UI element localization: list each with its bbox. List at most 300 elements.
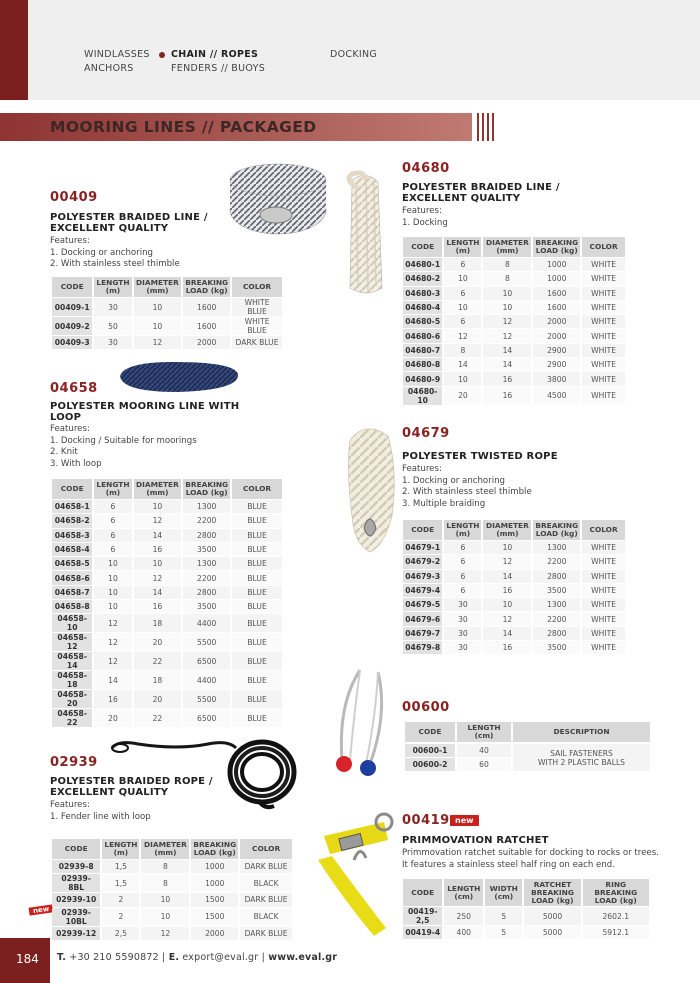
- table-cell: BLUE: [232, 571, 284, 584]
- table-cell: 3500: [533, 641, 582, 654]
- col-header: RING BREAKING LOAD (kg): [583, 879, 651, 906]
- feature-line: 1. Docking: [402, 217, 448, 228]
- table-cell: 40: [457, 744, 511, 757]
- table-cell: 00600-1: [405, 744, 455, 757]
- col-header: DIAMETER (mm): [134, 277, 184, 297]
- product-code-cell: 04680-10: [403, 387, 444, 405]
- table-cell: 2000: [191, 927, 240, 940]
- table-cell: WHITE: [582, 358, 627, 371]
- table-cell: WHITE BLUE: [232, 298, 284, 316]
- table-cell: WHITE: [582, 287, 627, 300]
- product-code-cell: 04658-6: [52, 571, 94, 584]
- table-cell: 16: [483, 372, 533, 385]
- table-cell: 8: [141, 874, 191, 892]
- table-cell: 6: [444, 584, 483, 597]
- product-name-04658: [50, 401, 239, 423]
- table-cell: 18: [134, 614, 184, 632]
- table-row: [52, 671, 284, 689]
- table-cell: 2800: [183, 529, 232, 542]
- table-cell: WHITE: [582, 344, 627, 357]
- table-row: [403, 329, 627, 342]
- col-header: BREAKING LOAD (kg): [533, 237, 582, 257]
- table-cell: WHITE: [582, 372, 627, 385]
- table-row: [52, 514, 284, 527]
- table-row: [403, 258, 627, 271]
- col-header: BREAKING LOAD (kg): [183, 479, 232, 499]
- table-cell: 20: [134, 633, 184, 651]
- rope-coil-image-00409: [226, 160, 330, 238]
- table-cell: 10: [483, 301, 533, 314]
- table-cell: 5500: [183, 690, 232, 708]
- feature-line: Features:: [50, 424, 90, 434]
- table-cell: 6: [444, 258, 483, 271]
- product-code-cell: 04658-3: [52, 529, 94, 542]
- table-cell: 3500: [533, 584, 582, 597]
- phone-number[interactable]: +30 210 5590872: [69, 952, 159, 963]
- table-cell: 00600-2: [405, 758, 455, 771]
- product-name-02939: [50, 776, 213, 798]
- table-cell: 12: [134, 571, 184, 584]
- features-00409: [50, 236, 180, 271]
- product-name-04679: [402, 451, 558, 462]
- rope-coil-image-04658: [114, 358, 242, 398]
- table-cell: DARK BLUE: [232, 336, 284, 349]
- table-cell: WHITE: [582, 541, 627, 554]
- table-cell: 6: [444, 541, 483, 554]
- product-code-cell: 04680-7: [403, 344, 444, 357]
- table-cell: 5500: [183, 633, 232, 651]
- table-row: [52, 600, 284, 613]
- table-cell: 10: [483, 598, 533, 611]
- table-cell: WHITE BLUE: [232, 317, 284, 335]
- table-cell: 14: [483, 627, 533, 640]
- table-cell: 16: [94, 690, 133, 708]
- table-row: [52, 571, 284, 584]
- col-header: CODE: [52, 479, 94, 499]
- table-cell: BLUE: [232, 529, 284, 542]
- table-cell: 30: [444, 598, 483, 611]
- col-header: CODE: [403, 237, 444, 257]
- table-row: [52, 633, 284, 651]
- nav-windlasses[interactable]: WINDLASSES: [84, 49, 150, 60]
- header-color-band: [0, 0, 28, 100]
- table-cell: 22: [134, 709, 184, 727]
- product-code-cell: 04680-1: [403, 258, 444, 271]
- table-cell: 12: [134, 336, 184, 349]
- product-code-cell: 04658-10: [52, 614, 94, 632]
- separator: |: [162, 952, 166, 963]
- feature-line: 1. Docking / Suitable for moorings: [50, 435, 197, 446]
- col-header: DIAMETER (mm): [141, 839, 191, 859]
- table-cell: 1,5: [102, 874, 141, 892]
- feature-line: 1. Fender line with loop: [50, 811, 151, 822]
- table-cell: 10: [134, 500, 184, 513]
- product-code-cell: 00409-1: [52, 298, 94, 316]
- table-cell: 60: [457, 758, 511, 771]
- table-cell: 5912.1: [583, 926, 651, 939]
- table-cell: 10: [134, 298, 184, 316]
- table-cell: 6: [94, 543, 133, 556]
- table-cell: WHITE: [582, 570, 627, 583]
- table-cell: 10: [94, 586, 133, 599]
- table-cell: 3800: [533, 372, 582, 385]
- col-header: LENGTH (m): [444, 520, 483, 540]
- ratchet-strap-image-00419: [314, 810, 404, 940]
- product-code-cell: 04658-2: [52, 514, 94, 527]
- page-title: MOORING LINES // PACKAGED: [50, 118, 317, 136]
- table-cell: BLACK: [240, 908, 294, 926]
- table-cell: WHITE: [582, 272, 627, 285]
- col-header: LENGTH (m): [444, 237, 483, 257]
- product-code-cell: 00419-4: [403, 926, 444, 939]
- table-cell: BLUE: [232, 600, 284, 613]
- table-cell: WHITE: [582, 555, 627, 568]
- table-row: [52, 652, 284, 670]
- table-cell: 2,5: [102, 927, 141, 940]
- col-header: CODE: [52, 839, 102, 859]
- table-row: [403, 907, 651, 925]
- table-cell: 18: [134, 671, 184, 689]
- table-cell: 16: [483, 584, 533, 597]
- product-code-cell: 02939-8BL: [52, 874, 102, 892]
- table-cell: 10: [134, 317, 184, 335]
- table-row: [403, 584, 627, 597]
- table-cell: 10: [483, 541, 533, 554]
- product-code-cell: 02939-8: [52, 860, 102, 873]
- table-cell: 10: [134, 557, 184, 570]
- table-row: [52, 893, 294, 906]
- table-cell: 1600: [533, 301, 582, 314]
- table-row: [52, 543, 284, 556]
- table-row: [403, 387, 627, 405]
- table-row: [52, 927, 294, 940]
- table-cell: 10: [141, 908, 191, 926]
- product-name-line: EXCELLENT QUALITY: [50, 223, 169, 234]
- col-header: LENGTH (m): [102, 839, 141, 859]
- table-cell: BLUE: [232, 614, 284, 632]
- product-code-04679: 04679: [402, 426, 450, 441]
- table-cell: 2000: [533, 329, 582, 342]
- table-cell: WHITE: [582, 387, 627, 405]
- nav-fenders-buoys[interactable]: FENDERS // BUOYS: [171, 63, 266, 74]
- product-name-line: POLYESTER MOORING LINE WITH: [50, 401, 240, 412]
- table-cell: 1300: [533, 541, 582, 554]
- col-header: CODE: [403, 879, 444, 906]
- table-row: [52, 908, 294, 926]
- table-cell: 5000: [524, 926, 582, 939]
- table-cell: DARK BLUE: [240, 893, 294, 906]
- table-cell: BLUE: [232, 500, 284, 513]
- table-cell: 8: [141, 860, 191, 873]
- table-cell: 2200: [533, 555, 582, 568]
- feature-line: 1. Docking or anchoring: [50, 247, 154, 258]
- table-cell: 10: [444, 301, 483, 314]
- product-code-cell: 04680-3: [403, 287, 444, 300]
- table-cell: 12: [134, 514, 184, 527]
- product-code-cell: 00409-2: [52, 317, 94, 335]
- col-header: CODE: [403, 520, 444, 540]
- table-cell: BLUE: [232, 690, 284, 708]
- table-row: [52, 317, 284, 335]
- table-cell: BLUE: [232, 557, 284, 570]
- table-cell: 16: [134, 543, 184, 556]
- table-cell: DARK BLUE: [240, 927, 294, 940]
- footer-contact: [57, 952, 337, 963]
- table-cell: 2800: [533, 570, 582, 583]
- product-name-00409: [50, 212, 208, 234]
- col-header: LENGTH (cm): [457, 722, 511, 742]
- table-cell: 2200: [183, 571, 232, 584]
- table-row: [403, 598, 627, 611]
- rope-bundle-image-04679: [342, 420, 404, 556]
- table-cell: 50: [94, 317, 133, 335]
- features-00419: [402, 848, 659, 871]
- table-cell: WHITE: [582, 598, 627, 611]
- table-row: [403, 570, 627, 583]
- table-cell: 20: [134, 690, 184, 708]
- nav-active-dot: [159, 52, 165, 58]
- product-code-cell: 04679-5: [403, 598, 444, 611]
- description-line: WITH 2 PLASTIC BALLS: [537, 758, 626, 767]
- separator: |: [261, 952, 266, 963]
- table-cell: 6: [444, 287, 483, 300]
- table-cell: 6: [94, 514, 133, 527]
- product-code-00419: 00419: [402, 813, 450, 828]
- table-cell: BLUE: [232, 586, 284, 599]
- table-cell: 1500: [191, 893, 240, 906]
- table-cell: 20: [444, 387, 483, 405]
- table-row: [403, 555, 627, 568]
- table-row: [52, 874, 294, 892]
- table-cell: 8: [444, 344, 483, 357]
- features-04680: [402, 206, 448, 229]
- table-cell: 12: [483, 315, 533, 328]
- product-code-cell: 04680-8: [403, 358, 444, 371]
- table-cell-description: [513, 744, 650, 771]
- table-cell: BLUE: [232, 652, 284, 670]
- table-row: [403, 344, 627, 357]
- feature-line: It features a stainless steel half ring on each end.: [402, 859, 615, 870]
- table-cell: 1500: [191, 908, 240, 926]
- features-02939: [50, 800, 151, 823]
- table-row: [52, 557, 284, 570]
- table-cell: BLUE: [232, 709, 284, 727]
- spec-table-04658: [52, 478, 284, 728]
- table-cell: WHITE: [582, 301, 627, 314]
- product-code-cell: 04680-9: [403, 372, 444, 385]
- nav-chain-ropes[interactable]: CHAIN // ROPES: [171, 49, 259, 60]
- table-cell: WHITE: [582, 584, 627, 597]
- features-04658: [50, 424, 197, 470]
- table-row: [403, 372, 627, 385]
- table-cell: 12: [94, 633, 133, 651]
- table-cell: 4400: [183, 614, 232, 632]
- table-cell: 1000: [191, 860, 240, 873]
- feature-line: Primmovation ratchet suitable for docking to rocks or trees.: [402, 848, 659, 858]
- product-name-line: EXCELLENT QUALITY: [402, 193, 521, 204]
- table-cell: BLUE: [232, 633, 284, 651]
- col-header: LENGTH (cm): [444, 879, 485, 906]
- email-link[interactable]: export@eval.gr: [182, 952, 259, 963]
- table-cell: 10: [483, 287, 533, 300]
- nav-docking[interactable]: DOCKING: [330, 49, 378, 60]
- product-code-cell: 04680-5: [403, 315, 444, 328]
- table-cell: 2: [102, 893, 141, 906]
- product-code-00409: 00409: [50, 190, 98, 205]
- table-cell: 12: [483, 612, 533, 625]
- table-cell: 10: [141, 893, 191, 906]
- col-header: BREAKING LOAD (kg): [533, 520, 582, 540]
- table-cell: 1,5: [102, 860, 141, 873]
- product-code-cell: 04658-1: [52, 500, 94, 513]
- table-row: [403, 926, 651, 939]
- table-cell: 14: [134, 529, 184, 542]
- table-cell: 2000: [183, 336, 232, 349]
- product-name-line: POLYESTER BRAIDED LINE /: [402, 182, 560, 193]
- table-row: [52, 586, 284, 599]
- table-row: [403, 287, 627, 300]
- table-cell: 12: [94, 614, 133, 632]
- table-cell: WHITE: [582, 627, 627, 640]
- product-name-line: POLYESTER BRAIDED ROPE /: [50, 776, 213, 787]
- col-header: DIAMETER (mm): [483, 520, 533, 540]
- table-cell: 6500: [183, 709, 232, 727]
- table-cell: 10: [94, 557, 133, 570]
- table-cell: 6500: [183, 652, 232, 670]
- col-header: CODE: [52, 277, 94, 297]
- table-row: [52, 860, 294, 873]
- table-cell: 10: [94, 571, 133, 584]
- table-row: [52, 336, 284, 349]
- product-code-cell: 04680-4: [403, 301, 444, 314]
- table-cell: 2800: [533, 627, 582, 640]
- table-cell: 30: [444, 627, 483, 640]
- table-cell: 14: [483, 570, 533, 583]
- table-cell: WHITE: [582, 258, 627, 271]
- table-cell: 10: [444, 372, 483, 385]
- product-code-cell: 04679-6: [403, 612, 444, 625]
- product-code-cell: 04680-6: [403, 329, 444, 342]
- col-header: LENGTH (m): [94, 479, 133, 499]
- product-code-04658: 04658: [50, 381, 98, 396]
- table-cell: WHITE: [582, 329, 627, 342]
- website-link[interactable]: www.eval.gr: [268, 952, 338, 963]
- phone-label: T.: [57, 952, 67, 963]
- table-cell: 1300: [183, 557, 232, 570]
- table-cell: 14: [444, 358, 483, 371]
- product-code-cell: 04658-4: [52, 543, 94, 556]
- col-header: BREAKING LOAD (kg): [191, 839, 240, 859]
- table-cell: 5000: [524, 907, 582, 925]
- product-code-02939: 02939: [50, 755, 98, 770]
- col-header: BREAKING LOAD (kg): [183, 277, 232, 297]
- table-cell: BLACK: [240, 874, 294, 892]
- table-cell: 8: [483, 272, 533, 285]
- table-cell: 2900: [533, 344, 582, 357]
- table-cell: 12: [94, 652, 133, 670]
- table-cell: 1600: [533, 287, 582, 300]
- table-cell: 16: [483, 387, 533, 405]
- nav-anchors[interactable]: ANCHORS: [84, 63, 134, 74]
- description-line: SAIL FASTENERS: [550, 749, 613, 758]
- table-cell: 6: [444, 570, 483, 583]
- table-cell: 12: [483, 555, 533, 568]
- table-cell: WHITE: [582, 641, 627, 654]
- product-code-cell: 00419-2,5: [403, 907, 444, 925]
- table-row: [403, 612, 627, 625]
- product-name-line: LOOP: [50, 412, 82, 423]
- table-cell: WHITE: [582, 612, 627, 625]
- product-code-cell: 04680-2: [403, 272, 444, 285]
- product-name-line: POLYESTER BRAIDED LINE /: [50, 212, 208, 223]
- table-cell: 1000: [533, 272, 582, 285]
- table-cell: BLUE: [232, 543, 284, 556]
- new-badge-02939: new: [29, 904, 54, 915]
- spec-table-00419: [403, 878, 651, 940]
- col-header: COLOR: [240, 839, 294, 859]
- product-code-cell: 02939-12: [52, 927, 102, 940]
- table-cell: 12: [444, 329, 483, 342]
- table-cell: 16: [134, 600, 184, 613]
- table-cell: BLUE: [232, 514, 284, 527]
- spec-table-04679: [403, 519, 627, 655]
- table-cell: BLUE: [232, 671, 284, 689]
- table-row: [52, 500, 284, 513]
- col-header: DIAMETER (mm): [134, 479, 184, 499]
- col-header: COLOR: [232, 479, 284, 499]
- product-name-line: PRIMMOVATION RATCHET: [402, 835, 549, 846]
- table-cell: 14: [483, 344, 533, 357]
- feature-line: 3. Multiple braiding: [402, 498, 486, 509]
- table-cell: 30: [94, 298, 133, 316]
- table-row: [52, 614, 284, 632]
- product-code-cell: 00409-3: [52, 336, 94, 349]
- col-header: COLOR: [582, 237, 627, 257]
- col-header: DESCRIPTION: [513, 722, 650, 742]
- product-code-cell: 04658-14: [52, 652, 94, 670]
- table-cell: 14: [134, 586, 184, 599]
- table-row: [403, 358, 627, 371]
- table-cell: 16: [483, 641, 533, 654]
- feature-line: Features:: [402, 206, 442, 216]
- table-row: [403, 627, 627, 640]
- table-cell: 5: [485, 907, 524, 925]
- product-name-04680: [402, 182, 560, 204]
- table-cell: WHITE: [582, 315, 627, 328]
- table-cell: 6: [444, 555, 483, 568]
- table-cell: 400: [444, 926, 485, 939]
- feature-line: 3. With loop: [50, 458, 102, 469]
- product-code-cell: 02939-10: [52, 893, 102, 906]
- table-cell: DARK BLUE: [240, 860, 294, 873]
- table-cell: 22: [134, 652, 184, 670]
- table-row: [403, 272, 627, 285]
- table-cell: 6: [94, 529, 133, 542]
- feature-line: 2. Knit: [50, 447, 78, 457]
- table-cell: 2602.1: [583, 907, 651, 925]
- table-cell: 2800: [183, 586, 232, 599]
- product-code-cell: 04679-1: [403, 541, 444, 554]
- feature-line: 2. With stainless steel thimble: [402, 487, 532, 497]
- product-name-line: EXCELLENT QUALITY: [50, 787, 169, 798]
- page-number: 184: [0, 938, 50, 983]
- col-header: WIDTH (cm): [485, 879, 524, 906]
- product-code-04680: 04680: [402, 161, 450, 176]
- table-row: [52, 690, 284, 708]
- table-cell: 10: [94, 600, 133, 613]
- table-cell: 2200: [533, 612, 582, 625]
- product-code-cell: 04658-8: [52, 600, 94, 613]
